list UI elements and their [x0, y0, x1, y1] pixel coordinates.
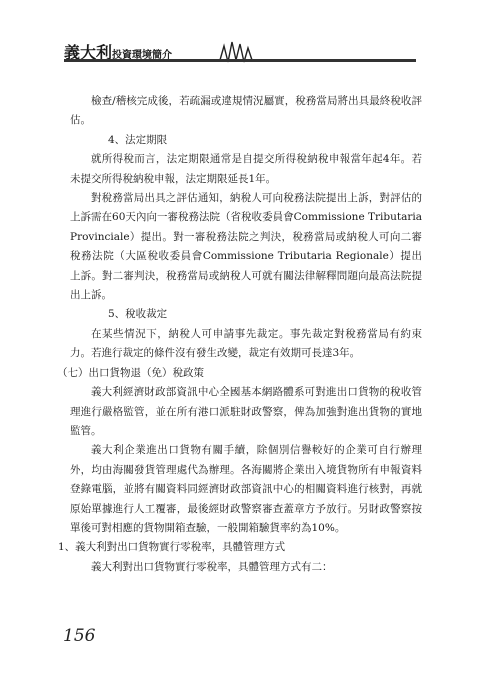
paragraph-assessment: 檢查/稽核完成後，若疏漏或違規情況屬實，稅務當局將出具最終稅收評估。	[70, 95, 422, 127]
paragraph-appeals: 對稅務當局出具之評估通知，納稅人可向稅務法院提出上訴，對評估的上訴需在60天內向一審稅務法院（省稅收委員會Commissione Tributaria Provinciale）提出。對一審稅務法院之判決，稅務當局或納稅人可向二審稅務法院（大區稅收委員會Commissione Tributaria Regionale）提出上訴。對二審判決，稅務當局或納稅人可就有關法律解釋問題向最高法院提出上訴。	[70, 192, 422, 302]
header-title-main: 義大利	[64, 43, 113, 62]
heading-statutory-period: 4、法定期限	[108, 133, 168, 146]
page-number: 156	[63, 626, 96, 646]
paragraph-customs-procedure: 義大利企業進出口貨物有關手續，除個別信譽較好的企業可自行辦理外，均由海關發貨管理處代為辦理。各海關將企業出入境貨物所有申報資料登錄電腦，並將有關資料同經濟財政部資訊中心的相關資料進行核對，再就原始單據進行人工覆審，最後經財政警察審查蓋章方予放行。另財政警察按單後可對相應的貨物開箱查驗，一般開箱驗貨率約為10%。	[70, 444, 422, 534]
heading-zero-rate: 1、義大利對出口貨物實行零稅率，具體管理方式	[58, 541, 286, 554]
header-title-sub: 投資環境簡介	[112, 50, 173, 61]
page-body	[57, 92, 422, 577]
heading-tax-ruling: 5、稅收裁定	[108, 308, 168, 321]
paragraph-statutory-period: 就所得稅而言，法定期限通常是自提交所得稅納稅申報當年起4年。若未提交所得稅納稅申報，法定期限延長1年。	[70, 153, 422, 185]
heading-export-refund: （七）出口貨物退（免）稅政策	[57, 366, 204, 379]
page-header	[64, 36, 416, 64]
paragraph-export-monitoring: 義大利經濟財政部資訊中心全國基本網路體系可對進出口貨物的稅收管理進行嚴格監管，並在所有港口派駐財政警察，俾為加強對進出貨物的實地監管。	[70, 386, 422, 437]
paragraph-tax-ruling: 在某些情況下，納稅人可申請事先裁定。事先裁定對稅務當局有約束力。若進行裁定的條件沒有發生改變，裁定有效期可長達3年。	[70, 327, 422, 360]
header-rule	[64, 59, 416, 62]
paragraph-zero-rate: 義大利對出口貨物實行零稅率，具體管理方式有二：	[91, 560, 333, 573]
